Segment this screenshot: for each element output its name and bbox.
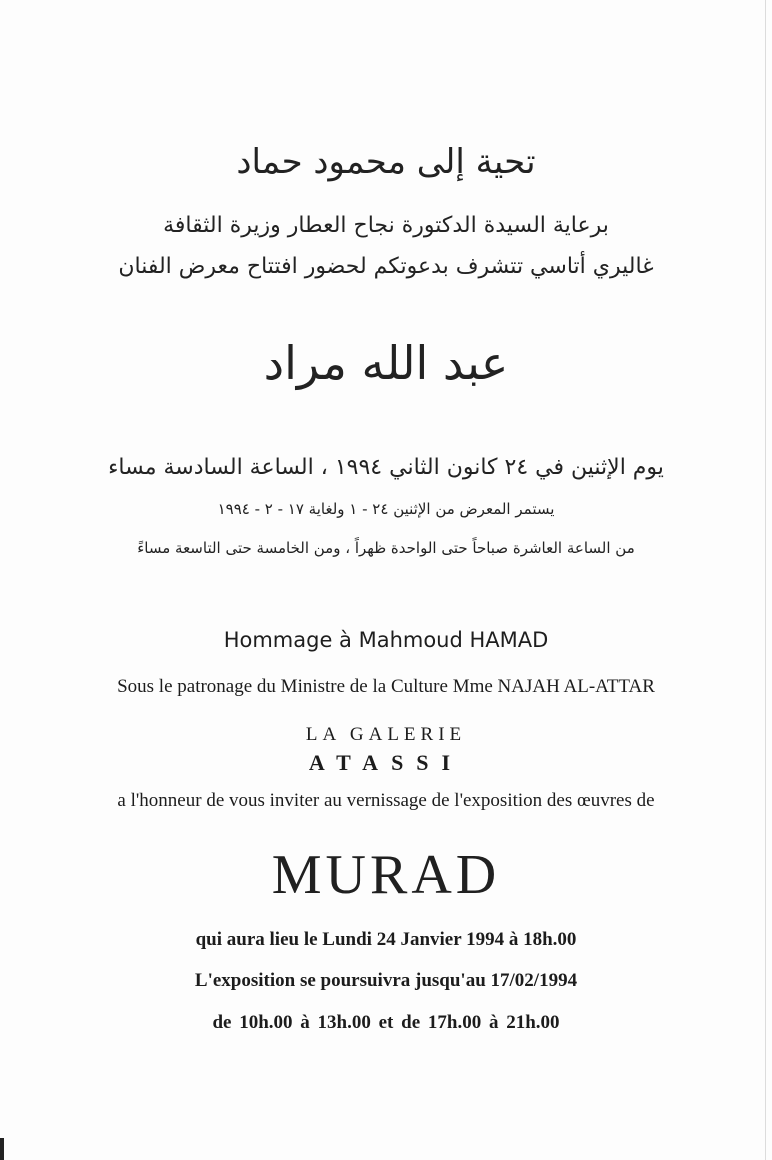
french-artist-name: MURAD	[271, 844, 501, 906]
french-la-galerie: LA GALERIE	[305, 724, 467, 745]
arabic-gallery-invite: غاليري أتاسي تتشرف بدعوتكم لحضور افتتاح معرض الفنان	[118, 254, 654, 279]
arabic-artist-name: عبد الله مراد	[263, 336, 509, 390]
scan-corner-mark	[0, 1138, 4, 1160]
arabic-title: تحية إلى محمود حماد	[236, 142, 536, 182]
french-gallery-name: ATASSI	[308, 750, 464, 775]
french-exhibition-end: L'exposition se poursuivra jusqu'au 17/02/1994	[194, 970, 578, 991]
french-hommage-heading: Hommage à Mahmoud HAMAD	[223, 628, 549, 652]
french-opening-date: qui aura lieu le Lundi 24 Janvier 1994 à 18h.00	[195, 929, 577, 950]
french-invitation-text: a l'honneur de vous inviter au vernissage de l'exposition des œuvres de	[117, 790, 655, 811]
french-patronage: Sous le patronage du Ministre de la Culture Mme NAJAH AL-ATTAR	[117, 676, 655, 697]
arabic-opening-hours: من الساعة العاشرة صباحاً حتى الواحدة ظهراً ، ومن الخامسة حتى التاسعة مساءً	[137, 539, 635, 557]
arabic-exhibition-duration: يستمر المعرض من الإثنين ٢٤ - ١ ولغاية ١٧ - ٢ - ١٩٩٤	[217, 500, 555, 518]
french-opening-hours: de 10h.00 à 13h.00 et de 17h.00 à 21h.00	[212, 1012, 560, 1033]
arabic-opening-date: يوم الإثنين في ٢٤ كانون الثاني ١٩٩٤ ، الساعة السادسة مساء	[108, 455, 664, 480]
arabic-patronage: برعاية السيدة الدكتورة نجاح العطار وزيرة الثقافة	[163, 213, 609, 238]
